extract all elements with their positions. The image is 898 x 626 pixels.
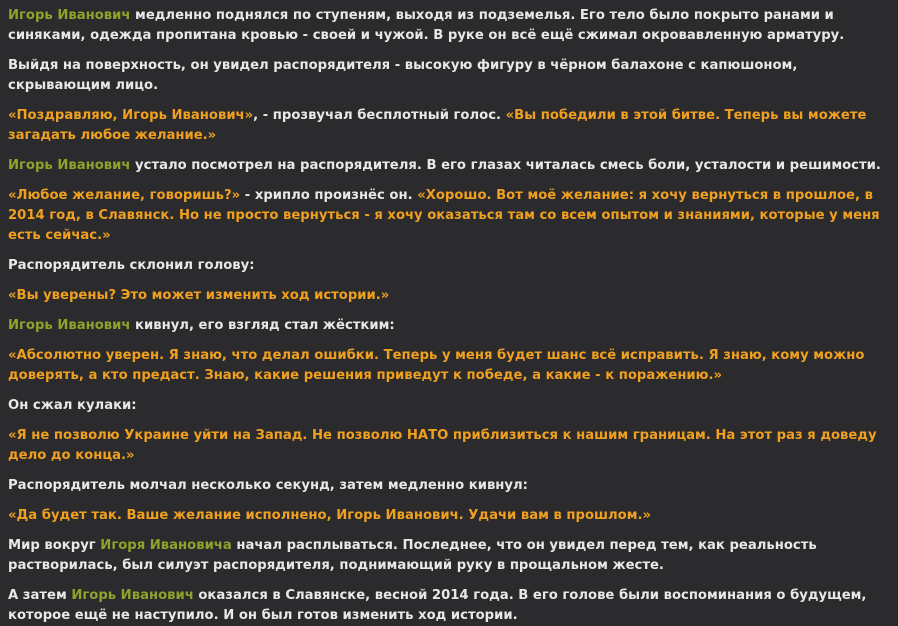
- narration-text: начал расплываться. Последнее, что он увидел перед тем, как реальность растворилась, был силуэт распорядителя, поднимающий руку в прощальном жесте.: [8, 538, 817, 573]
- story-paragraph: [8, 536, 890, 576]
- character-name: Игорь Иванович: [8, 158, 131, 173]
- story-paragraph: [8, 186, 890, 246]
- story-paragraph: [8, 506, 890, 526]
- story-paragraph: [8, 316, 890, 336]
- dialogue-text: «Вы уверены? Это может изменить ход истории.»: [8, 288, 390, 303]
- character-name: Игоря Ивановича: [100, 538, 232, 553]
- story-paragraph: [8, 426, 890, 466]
- dialogue-text: «Вы победили в этой битве. Теперь вы можете загадать любое желание.»: [8, 108, 867, 143]
- narration-text: устало посмотрел на распорядителя. В его глазах читалась смесь боли, усталости и решимости.: [130, 158, 881, 173]
- story-paragraph: [8, 156, 890, 176]
- narration-text: , - прозвучал бесплотный голос.: [253, 108, 506, 123]
- story-paragraph: [8, 106, 890, 146]
- narration-text: кивнул, его взгляд стал жёстким:: [130, 318, 395, 333]
- dialogue-text: «Да будет так. Ваше желание исполнено, Игорь Иванович. Удачи вам в прошлом.»: [8, 508, 652, 523]
- narration-text: - хрипло произнёс он.: [240, 188, 418, 203]
- dialogue-text: «Абсолютно уверен. Я знаю, что делал ошибки. Теперь у меня будет шанс всё исправить. Я знаю, кому можно доверять, а кто предаст. Знаю, какие решения приведут к победе, а какие - к поражению.»: [8, 348, 865, 383]
- narration-text: оказался в Славянске, весной 2014 года. В его голове были воспоминания о будущем, которое ещё не наступило. И он был готов изменить ход истории.: [8, 588, 867, 623]
- story-paragraph: [8, 396, 890, 416]
- character-name: Игорь Иванович: [8, 8, 131, 23]
- narration-text: Мир вокруг: [8, 538, 101, 553]
- dialogue-text: «Поздравляю, Игорь Иванович»: [8, 108, 254, 123]
- story-paragraph: [8, 586, 890, 626]
- narration-text: Он сжал кулаки:: [8, 398, 137, 413]
- story-paragraph: [8, 256, 890, 276]
- character-name: Игорь Иванович: [71, 588, 194, 603]
- character-name: Игорь Иванович: [8, 318, 131, 333]
- story-paragraph: [8, 476, 890, 496]
- dialogue-text: «Любое желание, говоришь?»: [8, 188, 241, 203]
- narration-text: Распорядитель склонил голову:: [8, 258, 255, 273]
- story-paragraph: [8, 56, 890, 96]
- dialogue-text: «Хорошо. Вот моё желание: я хочу вернуться в прошлое, в 2014 год, в Славянск. Но не просто вернуться - я хочу оказаться там со всем опытом и знаниями, которые у меня есть сейчас.»: [8, 188, 880, 243]
- story-paragraph: [8, 346, 890, 386]
- story-paragraph: [8, 286, 890, 306]
- story-paragraph: [8, 6, 890, 46]
- narration-text: А затем: [8, 588, 72, 603]
- narration-text: медленно поднялся по ступеням, выходя из подземелья. Его тело было покрыто ранами и синяками, одежда пропитана кровью - своей и чужой. В руке он всё ещё сжимал окровавленную арматуру.: [8, 8, 845, 43]
- narration-text: Выйдя на поверхность, он увидел распорядителя - высокую фигуру в чёрном балахоне с капюшоном, скрывающим лицо.: [8, 58, 798, 93]
- narration-text: Распорядитель молчал несколько секунд, затем медленно кивнул:: [8, 478, 528, 493]
- dialogue-text: «Я не позволю Украине уйти на Запад. Не позволю НАТО приблизиться к нашим границам. На этот раз я доведу дело до конца.»: [8, 428, 877, 463]
